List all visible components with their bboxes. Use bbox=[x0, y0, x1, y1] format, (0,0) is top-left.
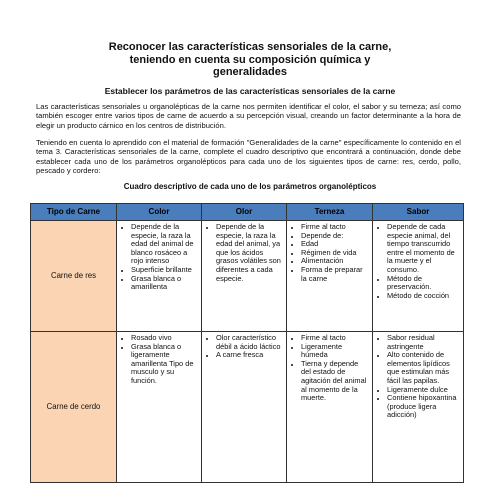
list-item: • Alimentación bbox=[301, 257, 370, 266]
list-item: • Firme al tacto bbox=[301, 334, 370, 343]
cell-res-color bbox=[117, 221, 202, 332]
cell-cerdo-sabor bbox=[373, 332, 464, 483]
table-row bbox=[31, 332, 464, 483]
list-item: • Sabor residual astringente bbox=[387, 334, 461, 351]
list-item: • Grasa blanca o amarillenta bbox=[131, 275, 199, 292]
list-item: • Alto contenido de elementos lipídicos que estimulan más fácil las papilas. bbox=[387, 351, 461, 385]
intro-paragraph: Las características sensoriales u organolépticas de la carne nos permiten identificar el color, el sabor y su terneza; así como también escoger entre varios tipos de carne de acuerdo a su percepción visual, creando un factor determinante a la hora de elegir un producto cárnico en los centros de distribución. bbox=[36, 102, 461, 130]
title-line-3: generalidades bbox=[213, 66, 287, 78]
table-header-row bbox=[31, 204, 464, 221]
list-item: • Depende de la especie, la raza la edad del animal, ya que los ácidos grasos volátiles son diferentes a cada especie. bbox=[216, 223, 284, 283]
table-row bbox=[31, 221, 464, 332]
list-item: • Grasa blanca o ligeramente amarillenta Tipo de musculo y su función. bbox=[131, 343, 199, 386]
section-subtitle: Establecer los parámetros de las características sensoriales de la carne bbox=[104, 86, 396, 96]
document-title bbox=[60, 41, 440, 79]
list-item: • Ligeramente húmeda bbox=[301, 343, 370, 360]
title-line-2: teniendo en cuenta su composición química y bbox=[129, 53, 371, 66]
list-item: • Firme al tacto bbox=[301, 223, 370, 232]
list-item: • A carne fresca bbox=[216, 351, 284, 360]
list-item: • Método de cocción bbox=[387, 292, 461, 301]
list-item: • Edad bbox=[301, 240, 370, 249]
organoleptic-table bbox=[30, 203, 464, 483]
cell-cerdo-color bbox=[117, 332, 202, 483]
row-label-res: Carne de res bbox=[31, 221, 117, 332]
list-item: • Depende de: bbox=[301, 232, 370, 241]
list-item: • Contiene hipoxantina (produce ligera adicción) bbox=[387, 394, 461, 420]
list-item: • Método de preservación. bbox=[387, 275, 461, 292]
list-item: • Olor característico débil a ácido láctico bbox=[216, 334, 284, 351]
header-sabor: Sabor bbox=[373, 204, 464, 221]
header-olor: Olor bbox=[202, 204, 287, 221]
header-color: Color bbox=[117, 204, 202, 221]
list-item: • Depende de cada especie animal, del tiempo transcurrido entre el momento de la muerte y el consumo. bbox=[387, 223, 461, 275]
instructions-paragraph: Teniendo en cuenta lo aprendido con el material de formación "Generalidades de la carne" específicamente lo contenido en el tema 3. Características sensoriales de la carne, complete el cuadro descriptivo que encontrará a continuación, donde debe establecer cada uno de los parámetros organolépticos para cada uno de los siguientes tipos de carne: res, cerdo, pollo, pescado y cordero: bbox=[36, 138, 461, 176]
list-item: • Depende de la especie, la raza la edad del animal de blanco rosáceo a rojo intenso bbox=[131, 223, 199, 266]
row-label-cerdo: Carne de cerdo bbox=[31, 332, 117, 483]
list-item: • Régimen de vida bbox=[301, 249, 370, 258]
table-title: Cuadro descriptivo de cada uno de los parámetros organolépticos bbox=[123, 182, 377, 191]
list-item: • Ligeramente dulce bbox=[387, 386, 461, 395]
cell-res-olor bbox=[202, 221, 287, 332]
cell-res-terneza bbox=[287, 221, 373, 332]
header-tipo-carne: Tipo de Carne bbox=[31, 204, 117, 221]
list-item: • Tierna y depende del estado de agitación del animal al momento de la muerte. bbox=[301, 360, 370, 403]
header-terneza: Terneza bbox=[287, 204, 373, 221]
cell-res-sabor bbox=[373, 221, 464, 332]
cell-cerdo-olor bbox=[202, 332, 287, 483]
cell-cerdo-terneza bbox=[287, 332, 373, 483]
list-item: • Forma de preparar la carne bbox=[301, 266, 370, 283]
title-line-1: Reconocer las características sensoriales de la carne, bbox=[108, 41, 392, 53]
list-item: • Superficie brillante bbox=[131, 266, 199, 275]
list-item: • Rosado vivo bbox=[131, 334, 199, 343]
